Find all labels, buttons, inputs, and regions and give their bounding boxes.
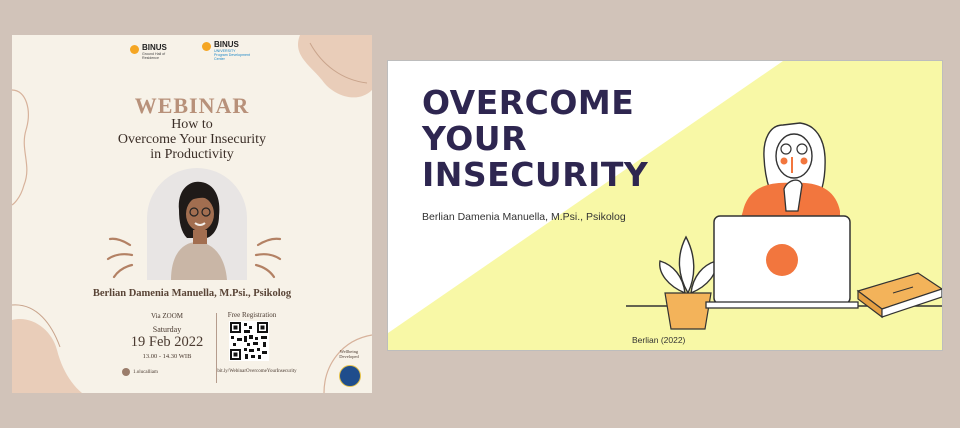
title-line: INSECURITY bbox=[422, 155, 649, 194]
event-day: Saturday bbox=[152, 325, 182, 334]
laptop-icon bbox=[706, 216, 858, 308]
registration-label: Free Registration bbox=[227, 311, 277, 319]
binus-hall-logo bbox=[130, 44, 176, 60]
social-icon bbox=[122, 368, 130, 376]
webinar-poster bbox=[12, 35, 372, 393]
topic-line: Overcome Your Insecurity bbox=[117, 132, 267, 147]
logo-subtitle: UNIVERSITY bbox=[214, 49, 236, 53]
slide-author: Berlian Damenia Manuella, M.Psi., Psikolog bbox=[422, 211, 626, 223]
sun-logo-icon bbox=[202, 42, 211, 51]
registration-link[interactable]: bit.ly/WebinarOvercomeYourInsecurity bbox=[217, 369, 297, 374]
slide-credit: Berlian (2022) bbox=[632, 335, 686, 345]
title-line: OVERCOME bbox=[422, 83, 635, 122]
topic-line: in Productivity bbox=[150, 147, 234, 162]
speaker-photo bbox=[147, 168, 247, 280]
speaker-name: Berlian Damenia Manuella, M.Psi., Psikolog bbox=[92, 288, 292, 299]
topic-line: How to bbox=[171, 117, 213, 132]
logo-subtitle: Program Development Center bbox=[214, 53, 250, 61]
logo-name: BINUS bbox=[142, 43, 167, 52]
social-handle-text: 1.olucalliam bbox=[133, 369, 158, 375]
presentation-slide bbox=[387, 60, 943, 351]
wellbeing-badge-icon bbox=[339, 365, 361, 387]
binus-university-logo bbox=[202, 41, 252, 61]
logo-subtitle: Ground Hall of Residence bbox=[142, 52, 166, 60]
logo-name: BINUS bbox=[214, 40, 239, 49]
sun-logo-icon bbox=[130, 45, 139, 54]
title-line: YOUR bbox=[422, 119, 527, 158]
badge-caption: Wellbeing Developed bbox=[339, 349, 359, 359]
event-time: 13.00 - 14.30 WIB bbox=[142, 353, 192, 360]
slide-title bbox=[422, 85, 648, 193]
qr-code-icon bbox=[229, 321, 269, 361]
speaker-portrait-icon bbox=[147, 168, 247, 280]
social-handle[interactable] bbox=[122, 368, 182, 376]
event-date: 19 Feb 2022 bbox=[130, 334, 204, 350]
qr-code[interactable] bbox=[229, 321, 269, 361]
poster-heading: WEBINAR bbox=[134, 93, 250, 118]
platform-label: Via ZOOM bbox=[150, 312, 184, 320]
